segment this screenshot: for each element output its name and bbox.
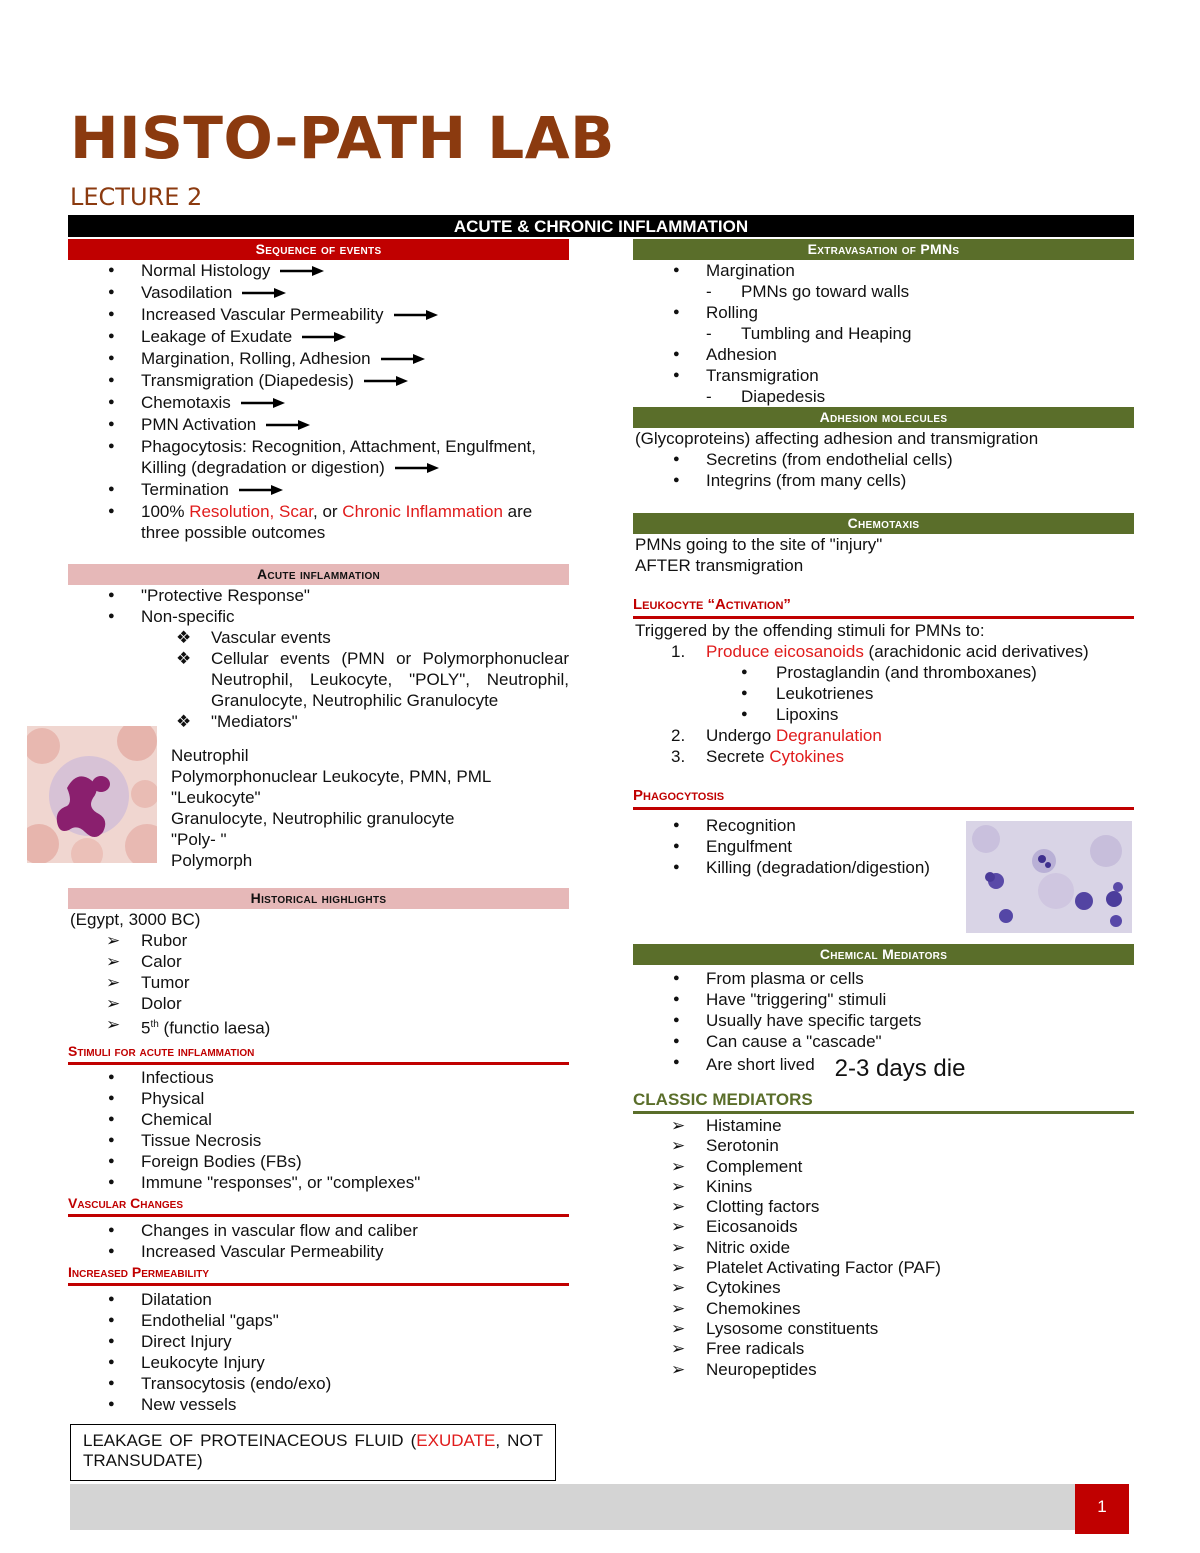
name-line: "Leukocyte" bbox=[171, 788, 261, 807]
name-line: Granulocyte, Neutrophilic granulocyte bbox=[171, 809, 455, 828]
list-item: ● Margination, Rolling, Adhesion bbox=[68, 348, 569, 370]
right-arrow-icon bbox=[381, 349, 425, 370]
list-item: ➢ Neuropeptides bbox=[633, 1360, 1134, 1380]
right-column bbox=[633, 239, 1134, 878]
list-item: ● Transmigration (Diapedesis) bbox=[68, 370, 569, 392]
list-item: ● "Protective Response" bbox=[68, 585, 569, 606]
handwritten-note: 2-3 days die bbox=[834, 1055, 966, 1082]
chemotaxis-header: Chemotaxis bbox=[633, 513, 1134, 534]
list-item: ● Are short lived 2-3 days die bbox=[633, 1052, 1134, 1075]
stimuli-list bbox=[68, 1067, 569, 1193]
list-item: ➢ Chemokines bbox=[633, 1299, 1134, 1319]
stimuli-header: Stimuli for acute inflammation bbox=[68, 1041, 569, 1065]
list-item: ● Increased Vascular Permeability bbox=[68, 304, 569, 326]
list-item: ● Increased Vascular Permeability bbox=[68, 1241, 569, 1262]
historical-list bbox=[68, 930, 569, 1039]
list-item: ➢ Calor bbox=[68, 951, 569, 972]
list-item: ➢ Histamine bbox=[633, 1116, 1134, 1136]
adhesion-header: Adhesion molecules bbox=[633, 407, 1134, 428]
list-item: ● Rolling bbox=[633, 302, 1134, 323]
name-line: "Poly- " bbox=[171, 830, 227, 849]
list-item: 1. Produce eicosanoids (arachidonic acid derivatives) bbox=[671, 642, 1089, 661]
list-subitem: ● Prostaglandin (and thromboxanes) bbox=[633, 662, 1134, 683]
list-item: ● Phagocytosis: Recognition, Attachment, Engulfment, Killing (degradation or digestion) bbox=[68, 436, 569, 479]
activation-intro: Triggered by the offending stimuli for PMNs to: bbox=[635, 621, 985, 640]
list-item: ● New vessels bbox=[68, 1394, 569, 1415]
chemotaxis-line: AFTER transmigration bbox=[635, 556, 804, 575]
list-item: ● Endothelial "gaps" bbox=[68, 1310, 569, 1331]
list-item: ❖ Cellular events (PMN or Polymorphonuclear Neutrophil, Leukocyte, "POLY", Neutrophil, Granulocyte, Neutrophilic Granulocyte bbox=[68, 648, 569, 711]
neutrophil-names bbox=[171, 745, 571, 871]
list-item: ● Infectious bbox=[68, 1067, 569, 1088]
list-item: ➢ Kinins bbox=[633, 1177, 1134, 1197]
list-item: ● Transocytosis (endo/exo) bbox=[68, 1373, 569, 1394]
list-item: ● Margination bbox=[633, 260, 1134, 281]
list-item: ● From plasma or cells bbox=[633, 968, 1134, 989]
list-item: ● Immune "responses", or "complexes" bbox=[68, 1172, 569, 1193]
list-item: ● Vasodilation bbox=[68, 282, 569, 304]
right-arrow-icon bbox=[266, 415, 310, 436]
list-item: ● Usually have specific targets bbox=[633, 1010, 1134, 1031]
list-item: ➢ Tumor bbox=[68, 972, 569, 993]
acute-header: Acute inflammation bbox=[68, 564, 569, 585]
right-arrow-icon bbox=[395, 458, 439, 479]
topic-bar: ACUTE & CHRONIC INFLAMMATION bbox=[68, 215, 1134, 237]
right-arrow-icon bbox=[239, 480, 283, 501]
right-arrow-icon bbox=[302, 327, 346, 348]
extravasation-header: Extravasation of PMNs bbox=[633, 239, 1134, 260]
footer-bar bbox=[70, 1484, 1075, 1530]
list-item: ● Engulfment bbox=[633, 836, 1134, 857]
permeability-list bbox=[68, 1289, 569, 1415]
right-column-lower bbox=[633, 944, 1134, 1380]
list-subitem: ● Leukotrienes bbox=[633, 683, 1134, 704]
list-item: ● Physical bbox=[68, 1088, 569, 1109]
extravasation-list bbox=[633, 260, 1134, 407]
list-item: ● Secretins (from endothelial cells) bbox=[633, 449, 1134, 470]
list-item: ➢ Nitric oxide bbox=[633, 1238, 1134, 1258]
list-item: ● Changes in vascular flow and caliber bbox=[68, 1220, 569, 1241]
right-arrow-icon bbox=[242, 283, 286, 304]
list-item: ➢ Free radicals bbox=[633, 1339, 1134, 1359]
list-item: ● Non-specific bbox=[68, 606, 569, 627]
list-item: ● Killing (degradation/digestion) bbox=[633, 857, 1134, 878]
list-item: ❖ Vascular events bbox=[68, 627, 569, 648]
list-item: ● Normal Histology bbox=[68, 260, 569, 282]
list-item: ● Chemotaxis bbox=[68, 392, 569, 414]
list-item: ● Direct Injury bbox=[68, 1331, 569, 1352]
chemical-mediators-header: Chemical Mediators bbox=[633, 944, 1134, 965]
activation-list bbox=[633, 641, 1134, 767]
permeability-header: Increased Permeability bbox=[68, 1262, 569, 1286]
right-arrow-icon bbox=[364, 371, 408, 392]
right-arrow-icon bbox=[241, 393, 285, 414]
list-item: ➢ Lysosome constituents bbox=[633, 1319, 1134, 1339]
list-item: ● Foreign Bodies (FBs) bbox=[68, 1151, 569, 1172]
outcome-item: ● 100% Resolution, Scar, or Chronic Inflammation are three possible outcomes bbox=[68, 501, 569, 543]
list-item: ➢ Eicosanoids bbox=[633, 1217, 1134, 1237]
historical-header: Historical highlights bbox=[68, 888, 569, 909]
list-item: ● Transmigration bbox=[633, 365, 1134, 386]
left-column-lower bbox=[68, 888, 569, 1415]
list-item: ➢ Clotting factors bbox=[633, 1197, 1134, 1217]
adhesion-intro: (Glycoproteins) affecting adhesion and transmigration bbox=[635, 429, 1039, 448]
list-item: 2. Undergo Degranulation bbox=[671, 726, 882, 745]
activation-header: Leukocyte “Activation” bbox=[633, 595, 1134, 619]
list-subitem: - Tumbling and Heaping bbox=[633, 323, 1134, 344]
list-item: ➢ Rubor bbox=[68, 930, 569, 951]
name-line: Polymorph bbox=[171, 851, 253, 870]
list-subitem: ● Lipoxins bbox=[633, 704, 1134, 725]
exudate-note-box: LEAKAGE OF PROTEINACEOUS FLUID (EXUDATE, NOT TRANSUDATE) bbox=[70, 1424, 556, 1481]
vascular-header: Vascular Changes bbox=[68, 1193, 569, 1217]
name-line: Neutrophil bbox=[171, 746, 249, 765]
acute-list bbox=[68, 585, 569, 732]
list-item: ● Termination bbox=[68, 479, 569, 501]
list-item: ● Leukocyte Injury bbox=[68, 1352, 569, 1373]
list-subitem: - Diapedesis bbox=[633, 386, 1134, 407]
classic-mediators-list bbox=[633, 1116, 1134, 1380]
list-item: ➢ Cytokines bbox=[633, 1278, 1134, 1298]
list-item: ● PMN Activation bbox=[68, 414, 569, 436]
list-item: ● Leakage of Exudate bbox=[68, 326, 569, 348]
right-arrow-icon bbox=[280, 261, 324, 282]
chemical-mediators-list bbox=[633, 968, 1134, 1082]
classic-mediators-header: CLASSIC MEDIATORS bbox=[633, 1089, 1134, 1114]
list-subitem: - PMNs go toward walls bbox=[633, 281, 1134, 302]
right-arrow-icon bbox=[394, 305, 438, 326]
vascular-list bbox=[68, 1220, 569, 1262]
historical-intro: (Egypt, 3000 BC) bbox=[70, 910, 201, 929]
lecture-label: LECTURE 2 bbox=[70, 183, 203, 211]
left-column bbox=[68, 239, 569, 732]
phagocytosis-image bbox=[966, 821, 1132, 933]
list-item: ➢ Platelet Activating Factor (PAF) bbox=[633, 1258, 1134, 1278]
name-line: Polymorphonuclear Leukocyte, PMN, PML bbox=[171, 767, 492, 786]
adhesion-list bbox=[633, 449, 1134, 491]
list-item: ● Adhesion bbox=[633, 344, 1134, 365]
list-item: 3. Secrete Cytokines bbox=[671, 747, 844, 766]
sequence-list bbox=[68, 260, 569, 543]
list-item: ● Have "triggering" stimuli bbox=[633, 989, 1134, 1010]
phagocytosis-header: Phagocytosis bbox=[633, 786, 1134, 810]
list-item: ● Can cause a "cascade" bbox=[633, 1031, 1134, 1052]
list-item: ➢ 5th (functio laesa) bbox=[68, 1014, 569, 1039]
sequence-header: Sequence of events bbox=[68, 239, 569, 260]
list-item: ● Chemical bbox=[68, 1109, 569, 1130]
list-item: ● Tissue Necrosis bbox=[68, 1130, 569, 1151]
list-item: ➢ Serotonin bbox=[633, 1136, 1134, 1156]
list-item: ● Integrins (from many cells) bbox=[633, 470, 1134, 491]
list-item: ● Dilatation bbox=[68, 1289, 569, 1310]
page-number: 1 bbox=[1075, 1484, 1129, 1534]
chemotaxis-line: PMNs going to the site of "injury" bbox=[635, 535, 883, 554]
list-item: ➢ Dolor bbox=[68, 993, 569, 1014]
page-title: HISTO-PATH LAB bbox=[70, 104, 615, 172]
list-item: ➢ Complement bbox=[633, 1157, 1134, 1177]
neutrophil-image bbox=[27, 726, 157, 863]
list-item: ● Recognition bbox=[633, 815, 1134, 836]
list-item: ❖ "Mediators" bbox=[68, 711, 569, 732]
